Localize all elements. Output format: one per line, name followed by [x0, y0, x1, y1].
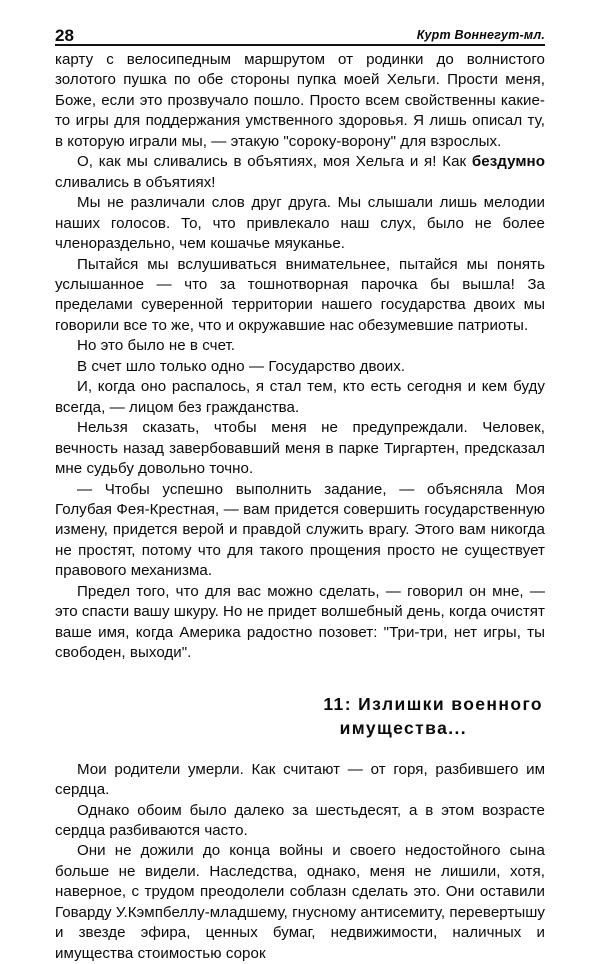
body-before-chapter [55, 50, 545, 664]
chapter-heading-line-1: 11: Излишки военного [323, 693, 543, 714]
paragraph: Пытайся мы вслушиваться внимательнее, пытайся мы понять услышанное — что за тошнотворная парочка бы вышла! За пределами суверенной территории нашего государства двоих мы говорили все то же, что и окружавшие нас обезумевшие патриоты. [55, 255, 545, 334]
paragraph: Они не дожили до конца войны и своего недостойного сына больше не видели. Наследства, однако, меня не лишили, хотя, наверное, с трудом преодолели соблазн сделать это. Они оставили Говарду У.Кэмпбеллу-младшему, гнусному антисемиту, перевертышу и звезде эфира, ценных бумаг, недвижимости, наличных и имущества стоимостью сорок [55, 842, 545, 962]
chapter-heading [55, 692, 545, 740]
paragraph: Нельзя сказать, чтобы меня не предупреждали. Человек, вечность назад завербовавший меня в парке Тиргартен, предсказал мне судьбу довольно точно. [55, 419, 545, 478]
chapter-heading-line-2: имущества... [339, 717, 467, 738]
paragraph: В счет шло только одно — Государство двоих. [77, 357, 406, 375]
paragraph-part-bold: бездумно [471, 153, 545, 171]
paragraph-part: О, как мы сливались в объятиях, моя Хельга и я! Как [77, 153, 472, 171]
paragraph: Однако обоим было далеко за шестьдесят, а в этом возрасте сердца разбиваются часто. [55, 801, 545, 839]
text-column [55, 50, 545, 964]
paragraph: — Чтобы успешно выполнить задание, — объясняла Моя Голубая Фея-Крестная, — вам придется совершить государственную измену, придется верой и правдой служить врагу. Этого вам никогда не простят, потому что для такого прощения просто не существует правового механизма. [55, 480, 545, 580]
paragraph: Мы не различали слов друг друга. Мы слышали лишь мелодии наших голосов. То, что привлекало наш слух, было не более членораздельно, чем кошачье мяуканье. [55, 194, 545, 253]
paragraph: Мои родители умерли. Как считают — от горя, разбившего им сердца. [55, 760, 545, 799]
running-title: Курт Воннегут-мл. [416, 28, 545, 42]
paragraph: Предел того, что для вас можно сделать, — говорил он мне, — это спасти вашу шкуру. Но не придет волшебный день, когда очистят ваше имя, когда Америка радостно позовет: "Три-три, нет игры, ты свободен, выходи". [55, 582, 545, 662]
paragraph: карту с велосипедным маршрутом от родинки до волнистого золотого пушка по обе стороны пупка моей Хельги. Прости меня, Боже, если это прозвучало пошло. Просто всем свойственны какие-то игры для поддержания умственного здоровья. Я лишь описал ту, в которую играли мы, — этакую "сороку-ворону" для взрослых. [55, 51, 545, 150]
paragraph-part: сливались в объятиях! [55, 173, 216, 191]
paragraph-bold-mixed [55, 152, 545, 193]
paragraph: И, когда оно распалось, я стал тем, кто есть сегодня и кем буду всегда, — лицом без гражданства. [55, 378, 545, 416]
paragraph: Но это было не в счет. [77, 337, 236, 355]
page-number: 28 [55, 26, 74, 45]
running-head [55, 22, 545, 46]
body-after-chapter [55, 760, 545, 964]
